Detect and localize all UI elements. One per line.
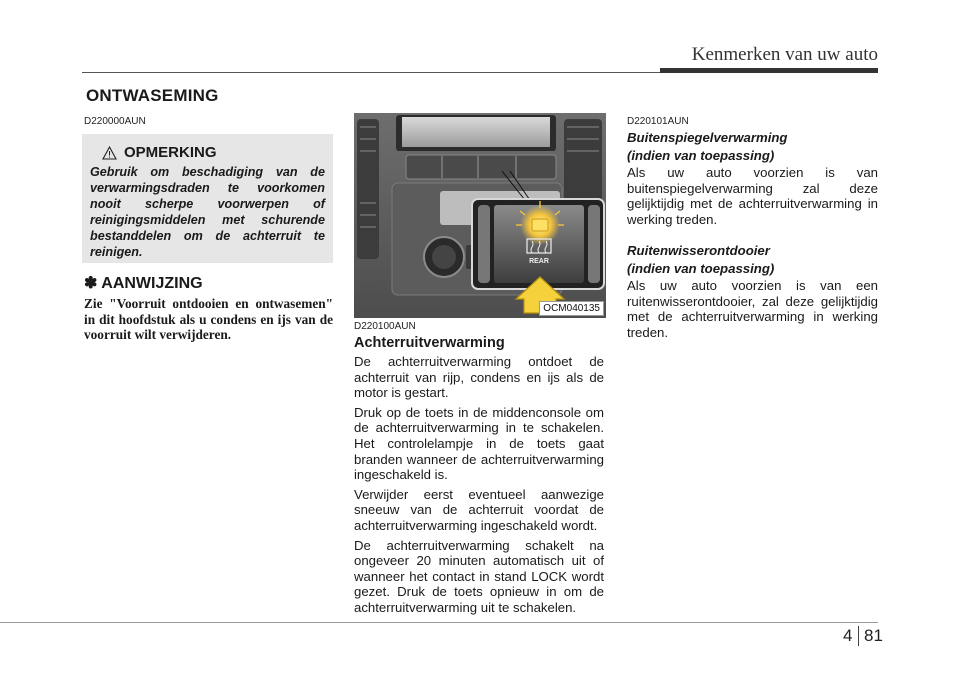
paragraph: Verwijder eerst eventueel aanwezige sneeuw van de achterruit voordat de achterruitverwarming ingeschakeld wordt.	[354, 486, 604, 533]
mid-section-code: D220100AUN	[354, 321, 416, 332]
tip-title: ✽ AANWIJZING	[84, 275, 203, 292]
section-code: D220000AUN	[84, 116, 146, 127]
console-illustration	[354, 113, 606, 318]
chapter-number: 4	[843, 626, 853, 645]
section-title: ONTWASEMING	[86, 86, 219, 105]
right-section-code: D220101AUN	[627, 116, 689, 127]
warning-icon	[102, 146, 117, 160]
note-box	[82, 134, 333, 263]
note-heading	[102, 144, 217, 161]
header-rule	[82, 72, 660, 73]
wiper-text: Als uw auto voorzien is van een ruitenwisserontdooier, zal deze gelijktijdig met de achterruitverwarming in werking treden.	[627, 278, 878, 340]
note-title: OPMERKING	[124, 144, 217, 161]
mirror-heading-line2: (indien van toepassing)	[627, 148, 775, 163]
mirror-heading	[627, 129, 788, 165]
paragraph: De achterruitverwarming schakelt na ongeveer 20 minuten automatisch uit of wanneer het contact in stand LOCK wordt gezet. Druk de toets opnieuw in om de achterruitverwarming uit te schakelen.	[354, 537, 604, 615]
rear-defrost-heading: Achterruitverwarming	[354, 335, 505, 351]
wiper-heading-line2: (indien van toepassing)	[627, 261, 775, 276]
note-text: Gebruik om beschadiging van de verwarmingsdraden te voorkomen nooit scherpe voorwerpen of reinigingsmiddelen met schurende bestanddelen om de achterruit te reinigen.	[90, 165, 325, 259]
page-number: 81	[864, 626, 883, 645]
center-console-drawing	[354, 113, 606, 318]
tip-text: Zie "Voorruit ontdooien en ontwasemen" in dit hoofdstuk als u condens en ijs van de voorruit wilt verwijderen.	[84, 296, 333, 342]
page-number-separator	[858, 626, 859, 646]
rear-defrost-body	[354, 354, 604, 620]
paragraph: Druk op de toets in de middenconsole om de achterruitverwarming in te schakelen. Het controlelampje in de toets gaat branden wanneer de achterruitverwarming ingeschakeld is.	[354, 404, 604, 483]
rear-button-label: REAR	[529, 258, 549, 265]
page-header-title: Kenmerken van uw auto	[691, 44, 878, 65]
footer-rule	[0, 622, 878, 623]
mirror-heading-line1: Buitenspiegelverwarming	[627, 130, 788, 145]
header-rule-accent	[660, 68, 878, 73]
wiper-heading	[627, 242, 774, 278]
figure-code: OCM040135	[539, 301, 604, 316]
paragraph: De achterruitverwarming ontdoet de achterruit van rijp, condens en ijs als de motor is gestart.	[354, 354, 604, 401]
wiper-heading-line1: Ruitenwisserontdooier	[627, 243, 770, 258]
mirror-text: Als uw auto voorzien is van buitenspiegelverwarming zal deze gelijktijdig met de achterruitverwarming in werking treden.	[627, 165, 878, 227]
